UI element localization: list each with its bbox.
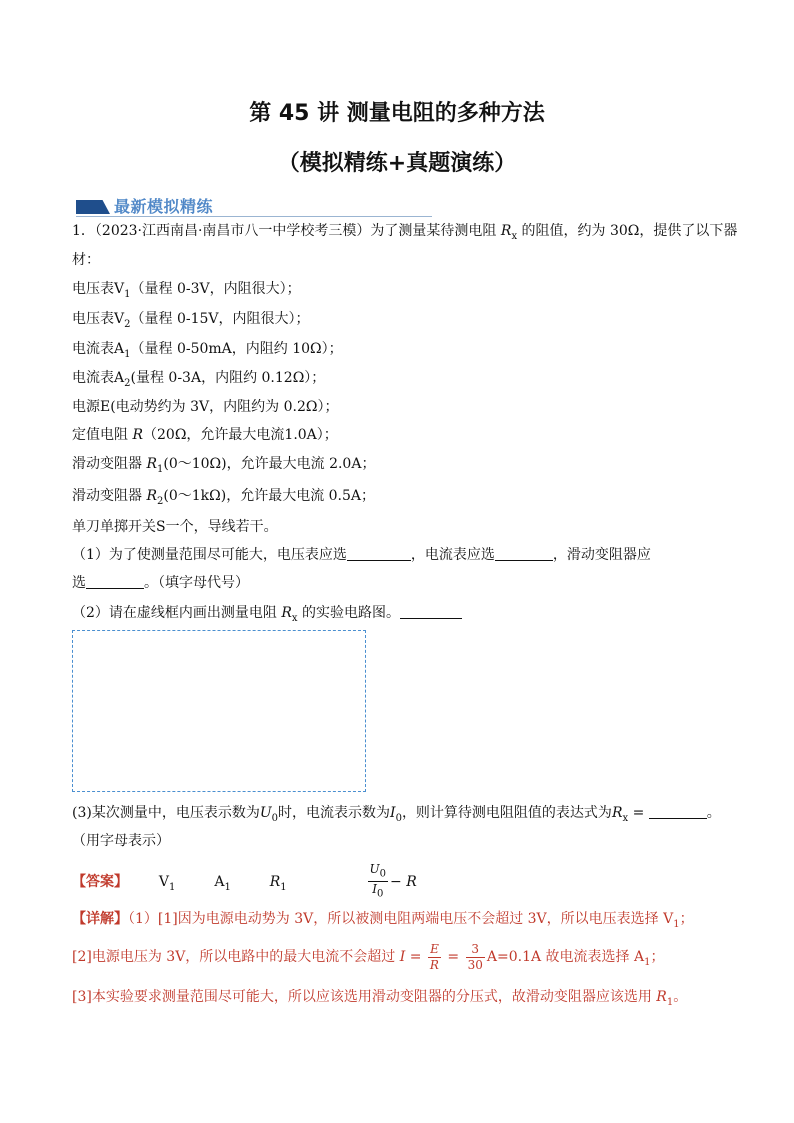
item-e: 电源E(电动势约为 3V，内阻约为 0.2Ω）； bbox=[72, 399, 339, 415]
part1-question: （1）为了使测量范围尽可能大，电压表应选 ，电流表应选 ，滑动变阻器应 bbox=[72, 547, 651, 563]
answer-voltmeter: $V_1$ bbox=[158, 873, 176, 893]
item-switch: 单刀单掷开关S一个，导线若干。 bbox=[72, 519, 278, 535]
answer-expression: $\frac{U_0}{I_0}$ − R bbox=[369, 862, 417, 900]
item-r: 定值电阻 R（20Ω，允许最大电流1.0A）； bbox=[72, 427, 338, 443]
part3-question: (3)某次测量中，电压表示数为$U_0$时，电流表示数为$I_0$，则计算待测电阻阻值的表达式为$R_x$ = 。 bbox=[72, 805, 721, 824]
item-r2: 滑动变阻器 $R_2(0\sim 1k\Omega)$，允许最大电流 0.5A； bbox=[72, 488, 376, 507]
question-intro-cont: 材： bbox=[72, 252, 100, 268]
banner-bar-icon bbox=[76, 200, 110, 214]
detail-line-1: 【详解】（1）[1]因为电源电动势为 3V，所以被测电阻两端电压不会超过 3V，所以电压表选择 $V_1$； bbox=[72, 911, 694, 930]
answer-rheostat: $R_1$ bbox=[269, 873, 287, 893]
detail-line-2: [2]电源电压为 3V，所以电路中的最大电流不会超过 I = $\frac{E}{R}$ = $\frac{3}{30}$ A=0.1A 故电流表选择 $A_1$； bbox=[72, 941, 665, 972]
answer-ammeter: $A_1$ bbox=[214, 873, 231, 893]
item-a1: 电流表$A_1$（量程 0-50mA，内阻约 10Ω）； bbox=[72, 341, 343, 360]
section-title: 最新模拟精练 bbox=[114, 197, 214, 216]
part2-question: （2）请在虚线框内画出测量电阻 $R_x$ 的实验电路图。 bbox=[72, 604, 462, 628]
item-r1: 滑动变阻器 $R_1(0\sim 10\Omega)$，允许最大电流 2.0A； bbox=[72, 456, 376, 475]
page-title: 第 45 讲 测量电阻的多种方法 bbox=[249, 101, 545, 126]
part3-note: （用字母表示） bbox=[72, 833, 170, 849]
page-subtitle: （模拟精练+真题演练） bbox=[277, 151, 517, 176]
circuit-drawing-box[interactable] bbox=[72, 630, 366, 792]
answer-blank-circuit[interactable] bbox=[400, 604, 462, 619]
answer-row bbox=[72, 862, 417, 898]
answer-blank-ammeter[interactable] bbox=[495, 546, 553, 561]
section-banner bbox=[76, 194, 432, 217]
answer-blank-expression[interactable] bbox=[649, 804, 707, 819]
answer-blank-rheostat[interactable] bbox=[86, 574, 144, 589]
item-v1: 电压表$V_1$（量程 0-3V，内阻很大）； bbox=[72, 281, 301, 300]
detail-line-3: [3]本实验要求测量范围尽可能大，所以应该选用滑动变阻器的分压式，故滑动变阻器应该选用 $R_1$。 bbox=[72, 989, 688, 1008]
item-a2: 电流表$A_2$(量程 0-3A，内阻约 0.12Ω）； bbox=[72, 370, 326, 389]
answer-label: 【答案】 bbox=[72, 873, 128, 890]
part1-question-cont: 选 。（填字母代号） bbox=[72, 575, 249, 591]
item-v2: 电压表$V_2$（量程 0-15V，内阻很大）； bbox=[72, 311, 310, 330]
question-intro: 1．（2023·江西南昌·南昌市八一中学校考三模）为了测量某待测电阻 $R_x$ 的阻值，约为 30Ω，提供了以下器 bbox=[72, 223, 738, 242]
answer-blank-voltmeter[interactable] bbox=[347, 546, 411, 561]
